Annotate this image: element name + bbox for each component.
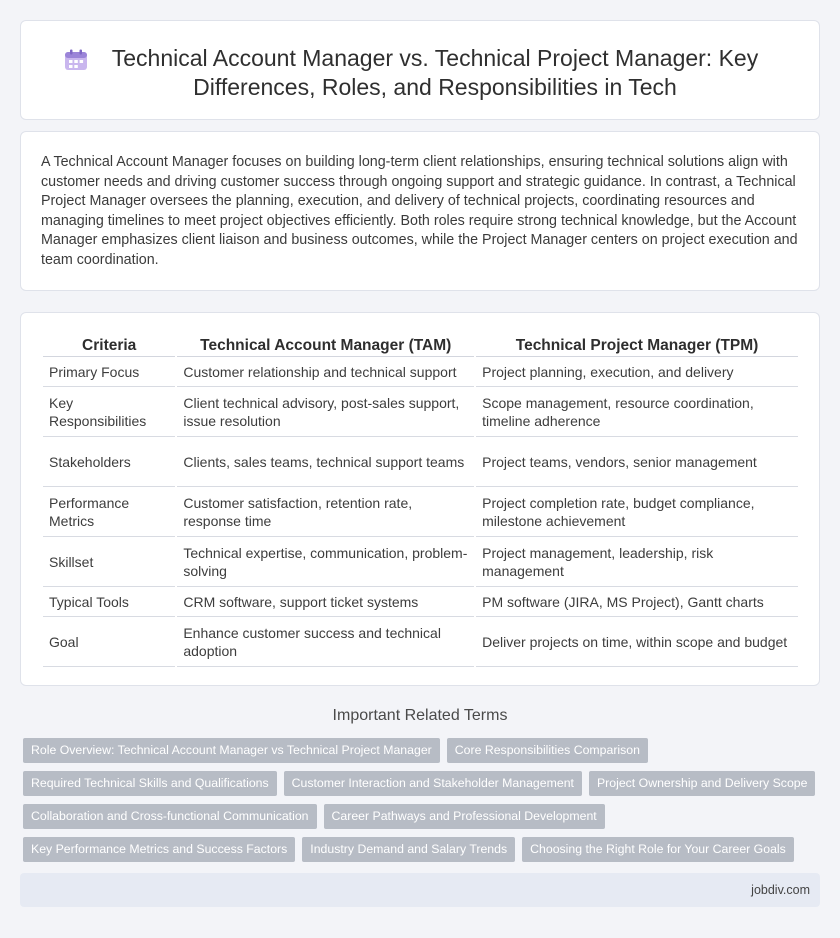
related-term-tag[interactable]: Required Technical Skills and Qualifications xyxy=(23,771,277,796)
page-title: Technical Account Manager vs. Technical Project Manager: Key Differences, Roles, and Responsibilities in Tech xyxy=(111,45,759,100)
title-card xyxy=(20,20,820,120)
table-row xyxy=(43,537,798,587)
row-tpm-value: Project completion rate, budget compliance, milestone achievement xyxy=(476,487,798,537)
related-term-tag[interactable]: Project Ownership and Delivery Scope xyxy=(589,771,816,796)
table-row xyxy=(43,387,798,437)
header-tam: Technical Account Manager (TAM) xyxy=(177,334,474,357)
related-term-tag[interactable]: Industry Demand and Salary Trends xyxy=(302,837,515,862)
table-row xyxy=(43,437,798,487)
table-row xyxy=(43,487,798,537)
related-terms-title: Important Related Terms xyxy=(332,707,508,724)
intro-paragraph: A Technical Account Manager focuses on building long-term client relationships, ensuring technical solutions align with customer needs and driving customer success through ongoing support and strategic guidance. In contrast, a Technical Project Manager oversees the planning, execution, and delivery of technical projects, coordinating resources and managing timelines to meet project objectives efficiently. Both roles require strong technical knowledge, but the Account Manager emphasizes client liaison and business outcomes, while the Project Manager centers on project execution and team coordination. xyxy=(41,154,798,268)
table-row xyxy=(43,357,798,387)
comparison-table-card xyxy=(20,312,820,686)
related-term-tag[interactable]: Collaboration and Cross-functional Communication xyxy=(23,804,317,829)
row-tpm-value: Project management, leadership, risk management xyxy=(476,537,798,587)
row-criteria: Performance Metrics xyxy=(43,487,175,537)
row-tpm-value: Project teams, vendors, senior management xyxy=(476,437,798,487)
row-tpm-value: PM software (JIRA, MS Project), Gantt charts xyxy=(476,587,798,617)
related-term-tag[interactable]: Career Pathways and Professional Development xyxy=(324,804,605,829)
row-criteria: Goal xyxy=(43,617,175,667)
row-tam-value: Clients, sales teams, technical support teams xyxy=(177,437,474,487)
related-terms-list xyxy=(23,738,808,870)
header-tpm: Technical Project Manager (TPM) xyxy=(476,334,798,357)
related-term-tag[interactable]: Choosing the Right Role for Your Career Goals xyxy=(522,837,794,862)
row-criteria: Typical Tools xyxy=(43,587,175,617)
row-tam-value: Customer relationship and technical support xyxy=(177,357,474,387)
comparison-table xyxy=(41,334,800,667)
row-criteria: Stakeholders xyxy=(43,437,175,487)
related-term-tag[interactable]: Role Overview: Technical Account Manager vs Technical Project Manager xyxy=(23,738,440,763)
row-criteria: Key Responsibilities xyxy=(43,387,175,437)
table-header-row xyxy=(43,334,798,357)
related-term-tag[interactable]: Customer Interaction and Stakeholder Management xyxy=(284,771,582,796)
table-row xyxy=(43,587,798,617)
row-tam-value: CRM software, support ticket systems xyxy=(177,587,474,617)
row-tam-value: Technical expertise, communication, problem-solving xyxy=(177,537,474,587)
related-term-tag[interactable]: Core Responsibilities Comparison xyxy=(447,738,648,763)
row-tam-value: Customer satisfaction, retention rate, response time xyxy=(177,487,474,537)
row-tam-value: Client technical advisory, post-sales support, issue resolution xyxy=(177,387,474,437)
intro-card xyxy=(20,131,820,291)
row-tpm-value: Project planning, execution, and delivery xyxy=(476,357,798,387)
table-row xyxy=(43,617,798,667)
row-criteria: Primary Focus xyxy=(43,357,175,387)
row-criteria: Skillset xyxy=(43,537,175,587)
site-link[interactable]: jobdiv.com xyxy=(751,883,810,897)
footer xyxy=(20,873,820,907)
header-criteria: Criteria xyxy=(43,334,175,357)
row-tpm-value: Scope management, resource coordination, timeline adherence xyxy=(476,387,798,437)
row-tpm-value: Deliver projects on time, within scope and budget xyxy=(476,617,798,667)
row-tam-value: Enhance customer success and technical adoption xyxy=(177,617,474,667)
related-term-tag[interactable]: Key Performance Metrics and Success Factors xyxy=(23,837,295,862)
